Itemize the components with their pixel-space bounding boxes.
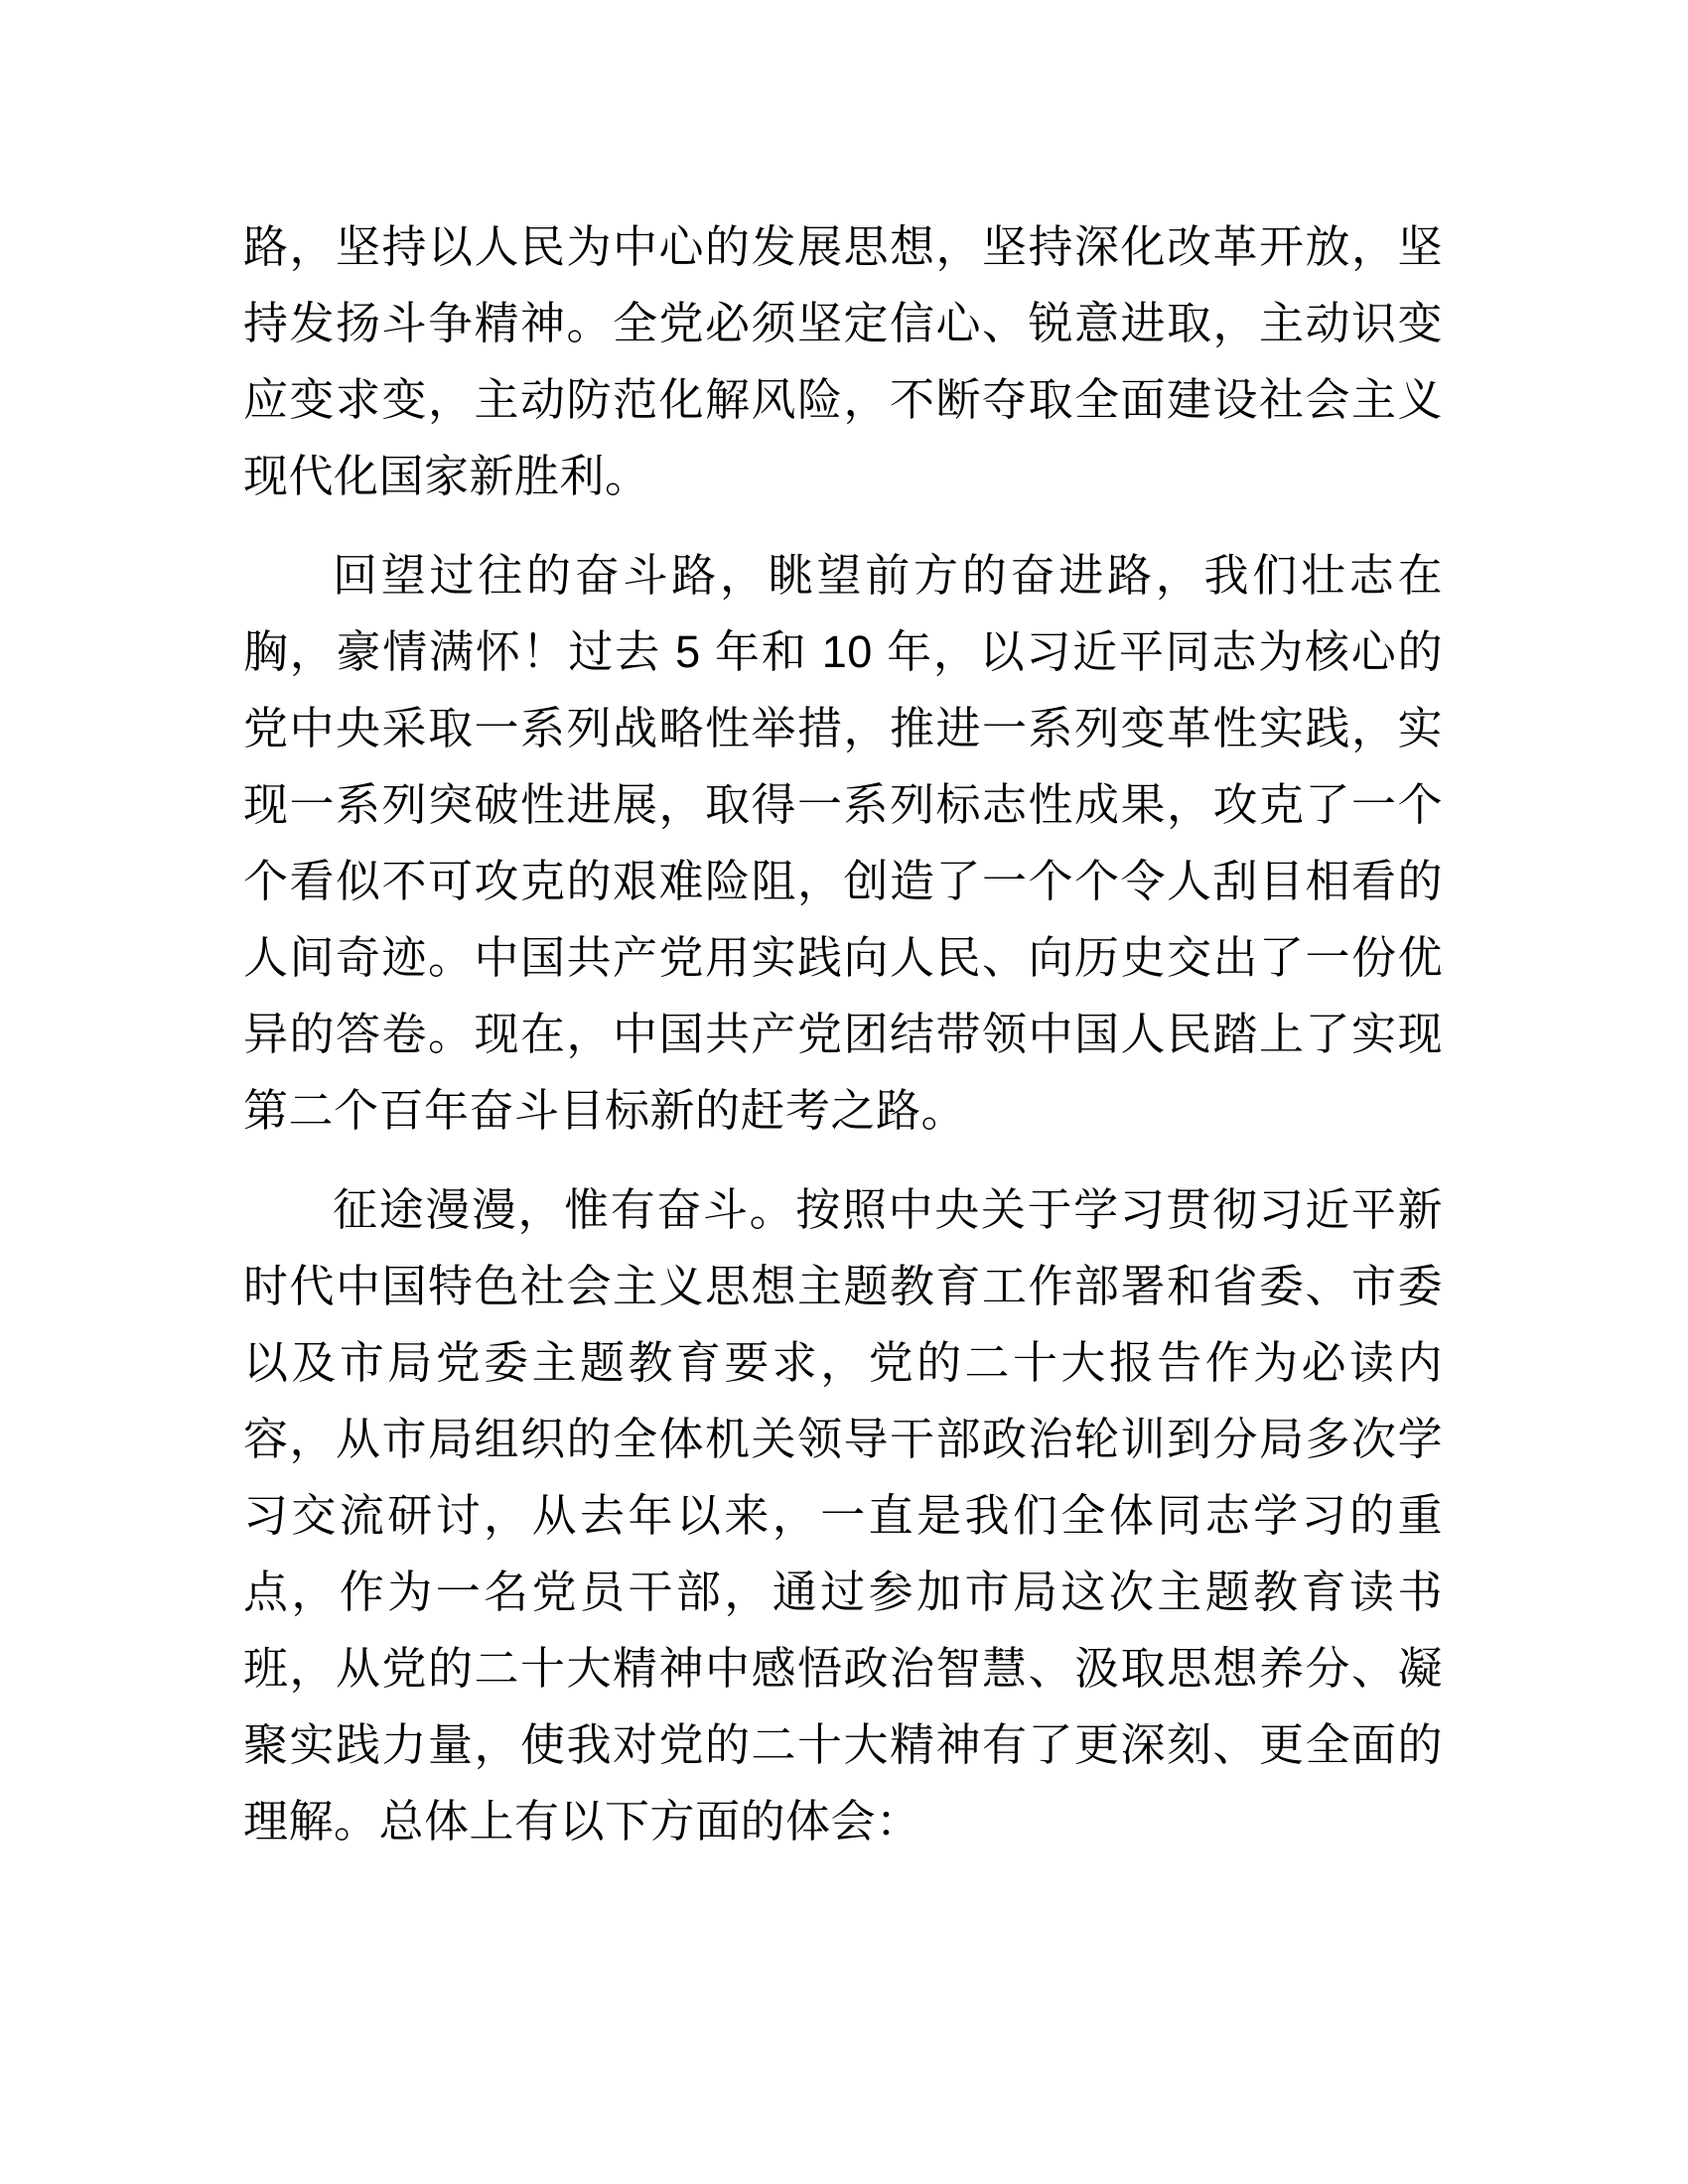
paragraph-review-of-past: 回望过往的奋斗路，眺望前方的奋进路，我们壮志在胸，豪情满怀！过去 5 年和 10 年，以习近平同志为核心的党中央采取一系列战略性举措，推进一系列变革性实践，实现一系列突破性进展，取得一系列标志性成果，攻克了一个个看似不可攻克的艰难险阻，创造了一个个令人刮目相看的人间奇迹。中国共产党用实践向人民、向历史交出了一份优异的答卷。现在，中国共产党团结带领中国人民踏上了实现第二个百年奋斗目标新的赶考之路。 [243,550,1443,1136]
paragraph-study-experience: 征途漫漫，惟有奋斗。按照中央关于学习贯彻习近平新时代中国特色社会主义思想主题教育工作部署和省委、市委以及市局党委主题教育要求，党的二十大报告作为必读内容，从市局组织的全体机关领导干部政治轮训到分局多次学习交流研讨，从去年以来，一直是我们全体同志学习的重点，作为一名党员干部，通过参加市局这次主题教育读书班，从党的二十大精神中感悟政治智慧、汲取思想养分、凝聚实践力量，使我对党的二十大精神有了更深刻、更全面的理解。总体上有以下方面的体会： [243,1184,1443,1846]
paragraph-continuation: 路，坚持以人民为中心的发展思想，坚持深化改革开放，坚持发扬斗争精神。全党必须坚定信心、锐意进取，主动识变应变求变，主动防范化解风险，不断夺取全面建设社会主义现代化国家新胜利。 [243,221,1443,501]
document-body [243,208,1443,1859]
